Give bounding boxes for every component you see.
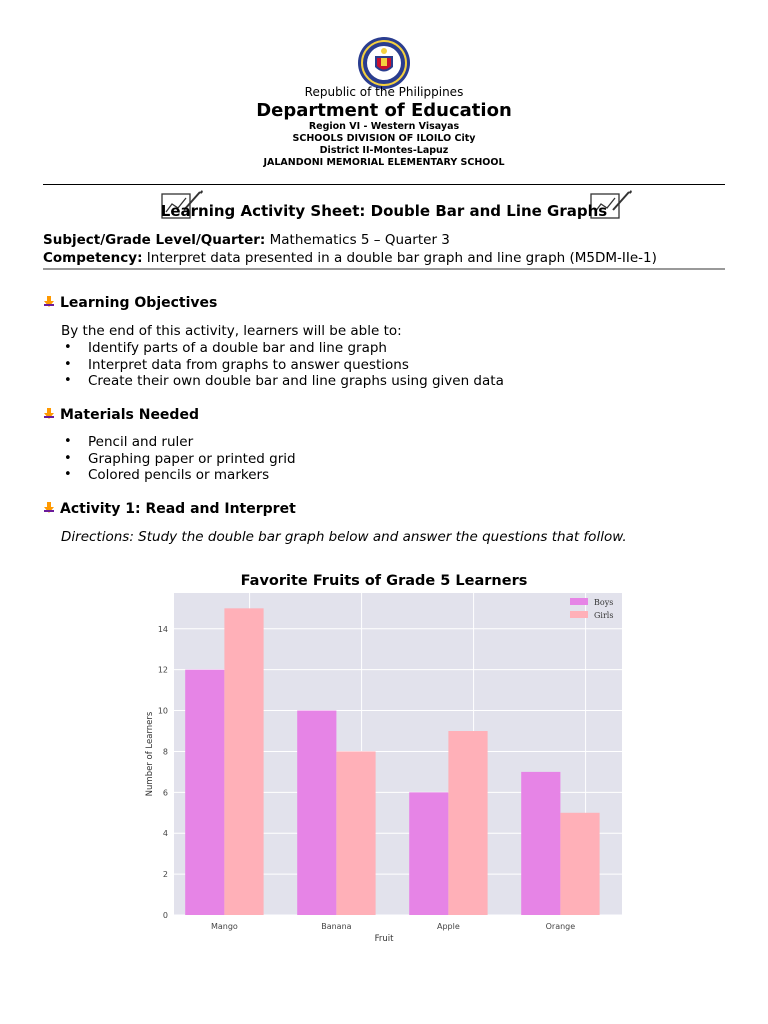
y-tick-label: 14	[157, 624, 168, 634]
y-tick-label: 10	[157, 706, 168, 716]
section-heading-activity1	[43, 500, 296, 517]
bar-boys-apple	[409, 792, 448, 915]
sheet-meta	[43, 231, 657, 267]
subject-value: Mathematics 5 – Quarter 3	[269, 232, 450, 248]
chart-title: Favorite Fruits of Grade 5 Learners	[240, 573, 528, 589]
list-item: • Colored pencils or markers	[61, 467, 296, 484]
materials-list	[61, 434, 296, 484]
legend-swatch-boys	[570, 598, 588, 605]
bar-boys-mango	[185, 670, 224, 915]
legend-swatch-girls	[570, 611, 588, 618]
double-bar-chart	[130, 566, 640, 951]
objectives-intro: By the end of this activity, learners will be able to:	[61, 323, 402, 339]
title-row	[43, 188, 725, 228]
section-heading-objectives	[43, 294, 217, 311]
bar-boys-orange	[521, 772, 560, 915]
deped-seal-icon	[357, 36, 411, 90]
y-tick-label: 12	[157, 665, 168, 675]
region-text: Region VI - Western Visayas	[308, 121, 460, 132]
y-tick-label: 4	[162, 829, 168, 839]
bar-girls-apple	[448, 731, 487, 915]
x-tick-label: Apple	[437, 922, 460, 931]
section-heading-materials	[43, 406, 199, 423]
legend-label-boys: Boys	[594, 598, 614, 607]
y-tick-label: 8	[162, 747, 168, 757]
materials-heading: Materials Needed	[60, 407, 199, 423]
header-divider	[43, 184, 725, 185]
arrow-down-icon	[43, 500, 55, 514]
y-tick-label: 6	[162, 788, 168, 798]
competency-label: Competency:	[43, 250, 143, 266]
legend-label-girls: Girls	[594, 611, 614, 620]
arrow-down-icon	[43, 294, 55, 308]
y-tick-label: 0	[162, 911, 168, 920]
x-tick-labels	[211, 922, 575, 931]
bar-girls-mango	[224, 608, 263, 915]
y-tick-label: 2	[162, 870, 168, 880]
subject-label: Subject/Grade Level/Quarter:	[43, 232, 266, 248]
arrow-down-icon	[43, 406, 55, 420]
objectives-heading: Learning Objectives	[60, 295, 218, 311]
list-item: • Interpret data from graphs to answer questions	[61, 357, 504, 374]
bar-girls-orange	[560, 813, 599, 915]
division-text: SCHOOLS DIVISION OF ILOILO City	[292, 133, 476, 144]
letterhead	[0, 36, 768, 169]
activity1-directions: Directions: Study the double bar graph below and answer the questions that follow.	[61, 529, 627, 545]
list-item: • Identify parts of a double bar and line graph	[61, 340, 504, 357]
y-axis-label: Number of Learners	[145, 711, 155, 797]
x-axis-label: Fruit	[374, 934, 394, 944]
objectives-list	[61, 340, 504, 390]
list-item: • Graphing paper or printed grid	[61, 451, 296, 468]
school-name: JALANDONI MEMORIAL ELEMENTARY SCHOOL	[263, 157, 505, 168]
district-text: District II-Montes-Lapuz	[319, 145, 449, 156]
sheet-title: Learning Activity Sheet: Double Bar and Line Graphs	[160, 202, 608, 220]
activity1-heading: Activity 1: Read and Interpret	[60, 501, 296, 517]
y-tick-labels	[158, 625, 168, 920]
x-tick-label: Mango	[210, 922, 238, 931]
x-tick-label: Banana	[321, 922, 352, 931]
meta-divider	[43, 268, 725, 270]
competency-value: Interpret data presented in a double bar graph and line graph (M5DM-IIe-1)	[146, 250, 657, 266]
list-item: • Pencil and ruler	[61, 434, 296, 451]
list-item: • Create their own double bar and line graphs using given data	[61, 373, 504, 390]
subject-line	[43, 231, 657, 249]
bar-girls-banana	[336, 751, 375, 915]
x-tick-label: Orange	[545, 922, 576, 931]
department-name: Department of Education	[256, 100, 512, 121]
bar-boys-banana	[297, 711, 336, 915]
republic-text: Republic of the Philippines	[304, 85, 464, 99]
competency-line	[43, 249, 657, 267]
